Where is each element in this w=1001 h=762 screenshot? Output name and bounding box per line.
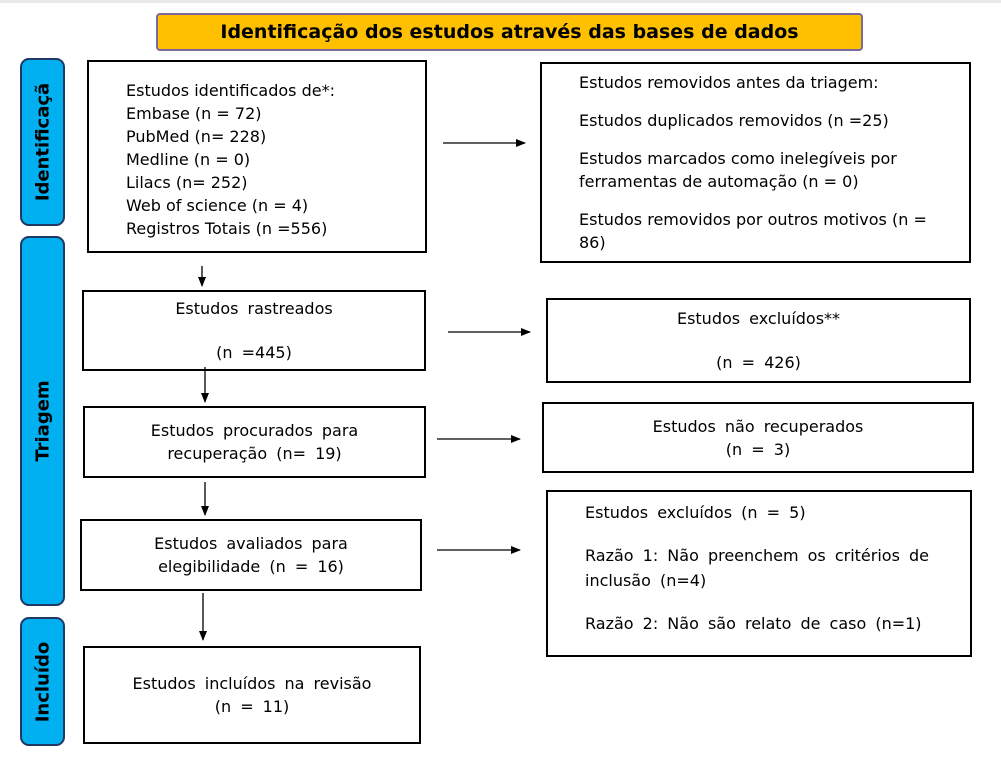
excluded-label: Estudos excluídos** — [676, 309, 841, 328]
identified-line: PubMed (n= 228) — [126, 127, 267, 146]
removed-duplicates: Estudos duplicados removidos (n =25) — [579, 111, 889, 130]
diagram-title: Identificação dos estudos através das bases de dados — [156, 13, 863, 51]
identified-line: Lilacs (n= 252) — [126, 173, 248, 192]
removed-automation: Estudos marcados como inelegíveis por ferramentas de automação (n = 0) — [579, 149, 897, 191]
excluded-reason-2: Razão 2: Não são relato de caso (n=1) — [585, 614, 922, 633]
identified-line: Embase (n = 72) — [126, 104, 262, 123]
identified-line: Medline (n = 0) — [126, 150, 251, 169]
screened-count: (n =445) — [216, 343, 292, 362]
excluded-count: (n = 426) — [716, 353, 801, 372]
identified-line: Web of science (n = 4) — [126, 196, 309, 215]
assessed-label: Estudos avaliados para elegibilidade (n = 16) — [154, 534, 348, 576]
identified-line: Estudos identificados de*: — [126, 81, 335, 100]
phase-identificacao-label: Identificaçã — [32, 82, 53, 202]
screened-label: Estudos rastreados — [175, 299, 333, 318]
excluded-reason-1: Razão 1: Não preenchem os critérios de inclusão (n=4) — [585, 546, 929, 590]
excluded-reasons-heading: Estudos excluídos (n = 5) — [585, 503, 806, 522]
phase-triagem-label: Triagem — [32, 380, 53, 462]
identified-line: Registros Totais (n =556) — [126, 219, 328, 238]
included-count: (n = 11) — [214, 697, 290, 716]
not-retrieved-count: (n = 3) — [725, 439, 791, 459]
sought-label: Estudos procurados para recuperação (n= 19) — [150, 421, 359, 463]
phase-incluido-label: Incluído — [32, 641, 53, 722]
included-label: Estudos incluídos na revisão — [132, 674, 372, 693]
removed-other: Estudos removidos por outros motivos (n = 86) — [579, 210, 927, 252]
not-retrieved-label: Estudos não recuperados — [652, 416, 864, 436]
removed-heading: Estudos removidos antes da triagem: — [579, 73, 879, 92]
